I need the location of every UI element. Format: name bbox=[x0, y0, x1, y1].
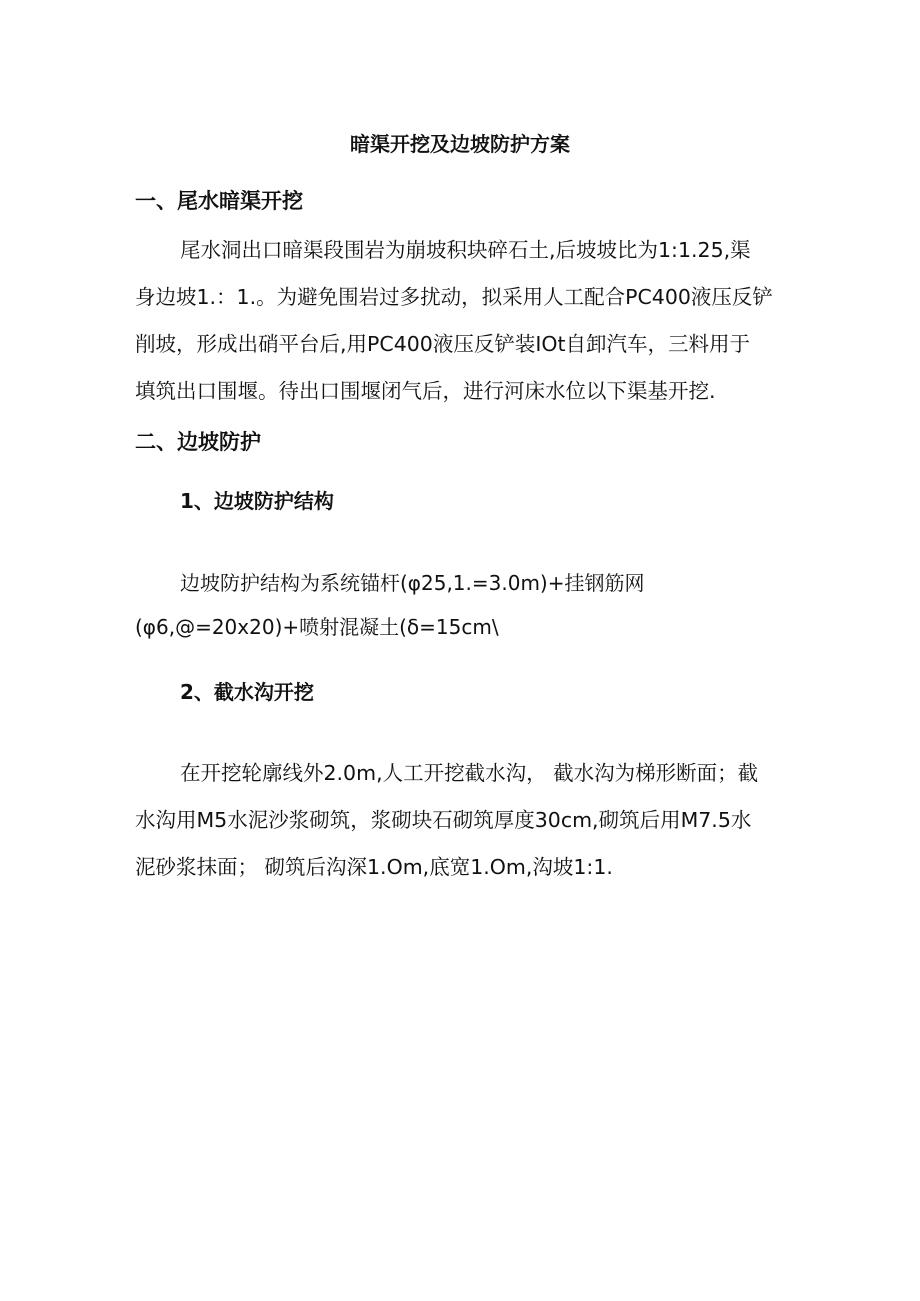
paragraph-line: 边坡防护结构为系统锚杆(φ25,1.=3.0m)+挂钢筋网 bbox=[180, 571, 645, 595]
subsection-2-paragraph bbox=[135, 750, 780, 891]
section-1-paragraph bbox=[135, 227, 780, 415]
paragraph-line: 水沟用M5水泥沙浆砌筑，浆砌块石砌筑厚度30cm,砌筑后用M7.5水 bbox=[135, 808, 752, 832]
paragraph-line: 尾水洞出口暗渠段围岩为崩坡积块碎石土,后坡坡比为1:1.25,渠 bbox=[180, 238, 751, 262]
paragraph-line: 削坡，形成出硝平台后,用PC400液压反铲装IOt自卸汽车，三料用于 bbox=[135, 332, 751, 356]
paragraph-line: (φ6,@=20x20)+喷射混凝土(δ=15cm\ bbox=[135, 615, 499, 639]
section-2-heading: 二、边坡防护 bbox=[135, 430, 261, 454]
subsection-1-paragraph bbox=[135, 566, 780, 644]
subsection-1-heading: 1、边坡防护结构 bbox=[180, 489, 334, 513]
section-1-heading: 一、尾水暗渠开挖 bbox=[135, 189, 303, 213]
paragraph-line: 在开挖轮廓线外2.0m,人工开挖截水沟， 截水沟为梯形断面；截 bbox=[180, 761, 759, 785]
paragraph-line: 泥砂浆抹面； 砌筑后沟深1.Om,底宽1.Om,沟坡1:1. bbox=[135, 855, 613, 879]
paragraph-line: 身边坡1.：1.。为避免围岩过多扰动，拟采用人工配合PC400液压反铲 bbox=[135, 285, 773, 309]
paragraph-line: 填筑出口围堰。待出口围堰闭气后，进行河床水位以下渠基开挖. bbox=[135, 379, 716, 403]
subsection-2-heading: 2、截水沟开挖 bbox=[180, 680, 314, 704]
document-title: 暗渠开挖及边坡防护方案 bbox=[350, 132, 570, 156]
